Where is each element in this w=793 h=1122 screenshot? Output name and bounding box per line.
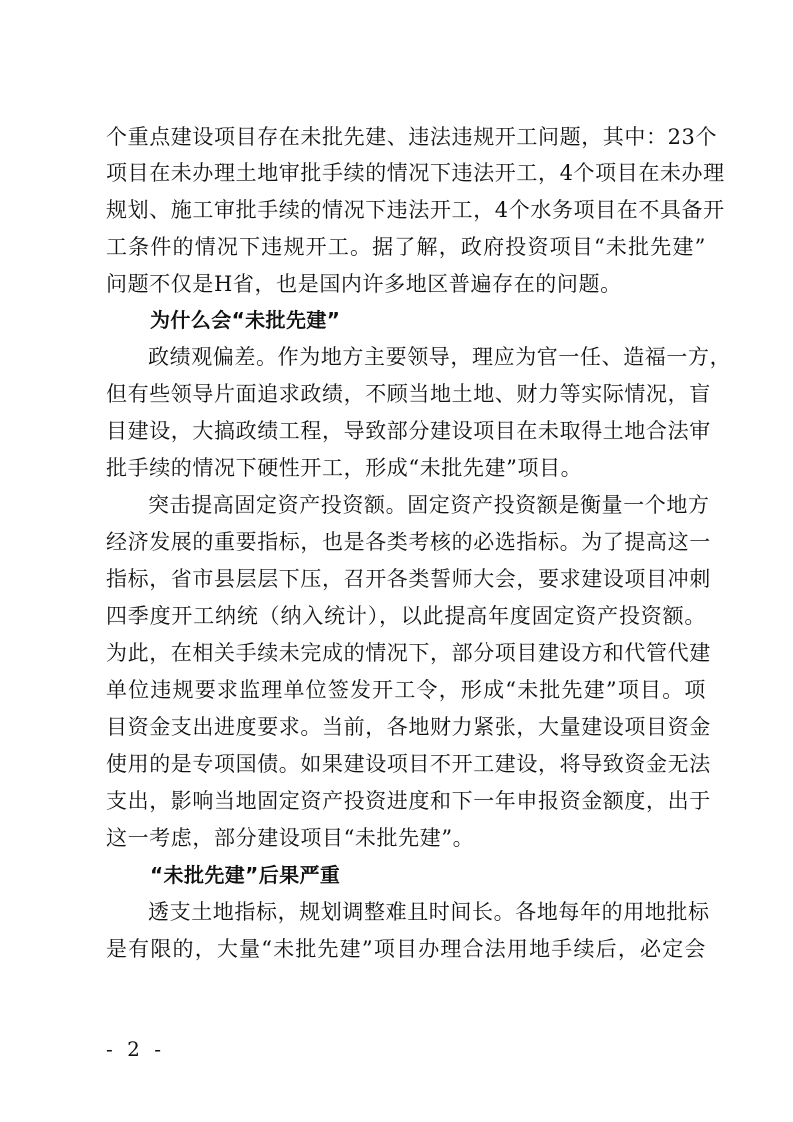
body-line: 为此，在相关手续未完成的情况下，部分项目建设方和代管代建 (106, 641, 711, 665)
paragraph-first-line: 政绩观偏差。作为地方主要领导，理应为官一任、造福一方， (148, 345, 732, 369)
body-line: 工条件的情况下违规开工。据了解，政府投资项目“未批先建” (106, 235, 706, 259)
page-number: - 2 - (106, 1037, 165, 1061)
body-line: 使用的是专项国债。如果建设项目不开工建设，将导致资金无法 (106, 752, 711, 776)
body-line: 目建设，大搞政绩工程，导致部分建设项目在未取得土地合法审 (106, 419, 711, 443)
body-line: 项目在未办理土地审批手续的情况下违法开工，4个项目在未办理 (106, 161, 725, 185)
body-line: 四季度开工纳统（纳入统计），以此提高年度固定资产投资额。 (106, 604, 706, 628)
body-line: 这一考虑，部分建设项目“未批先建”。 (106, 826, 475, 850)
body-line: 但有些领导片面追求政绩，不顾当地土地、财力等实际情况，盲 (106, 382, 711, 406)
section-heading: “未批先建”后果严重 (150, 863, 341, 887)
body-line: 经济发展的重要指标，也是各类考核的必选指标。为了提高这一 (106, 530, 711, 554)
body-line: 目资金支出进度要求。当前，各地财力紧张，大量建设项目资金 (106, 715, 711, 739)
body-line: 规划、施工审批手续的情况下违法开工，4个水务项目在不具备开 (106, 198, 725, 222)
paragraph-first-line: 透支土地指标，规划调整难且时间长。各地每年的用地批标 (148, 900, 710, 924)
section-heading: 为什么会“未批先建” (150, 308, 341, 332)
body-line: 批手续的情况下硬性开工，形成“未批先建”项目。 (106, 456, 583, 480)
body-line: 单位违规要求监理单位签发开工令，形成“未批先建”项目。项 (106, 678, 706, 702)
body-line: 问题不仅是H省，也是国内许多地区普遍存在的问题。 (106, 272, 622, 296)
paragraph-first-line: 突击提高固定资产投资额。固定资产投资额是衡量一个地方 (148, 493, 710, 517)
body-line: 是有限的，大量“未批先建”项目办理合法用地手续后，必定会 (106, 937, 706, 961)
body-line: 指标，省市县层层下压，召开各类誓师大会，要求建设项目冲刺 (106, 567, 711, 591)
body-line: 支出，影响当地固定资产投资进度和下一年申报资金额度，出于 (106, 789, 711, 813)
body-line: 个重点建设项目存在未批先建、违法违规开工问题，其中：23个 (106, 125, 718, 149)
